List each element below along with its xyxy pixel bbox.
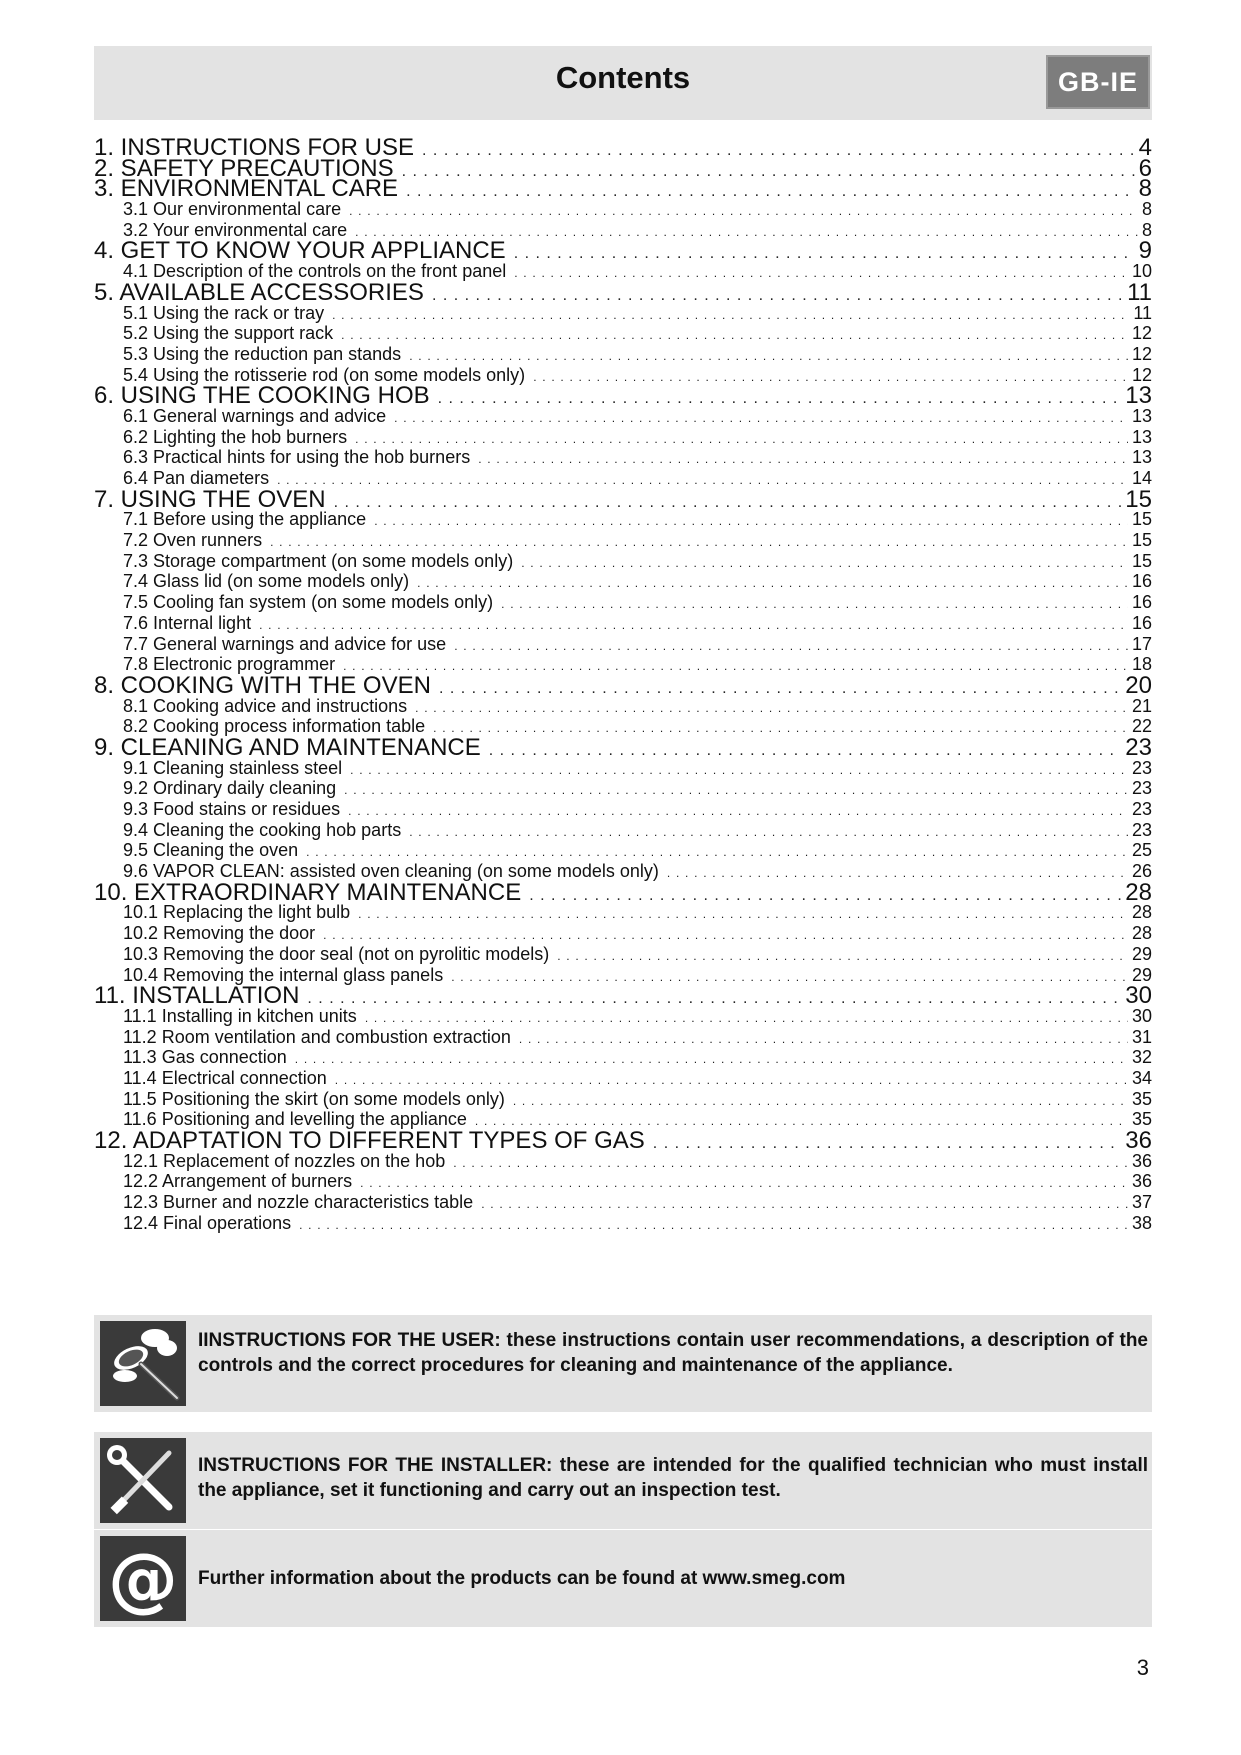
toc-entry-page: 36 <box>1131 1150 1152 1171</box>
toc-leader-dots <box>334 492 1122 510</box>
toc-entry-title: 3.2 Your environmental care <box>123 219 348 240</box>
toc-leader-dots <box>394 408 1128 427</box>
toc-entry-page: 18 <box>1131 654 1152 675</box>
toc-subsection[interactable] <box>94 613 1152 634</box>
toc-subsection[interactable] <box>94 551 1152 572</box>
toc-leader-dots <box>406 181 1135 199</box>
toc-entry-page: 31 <box>1131 1026 1152 1047</box>
toc-leader-dots <box>533 367 1128 386</box>
toc-entry-page: 8 <box>1141 219 1152 240</box>
toc-entry-title: 3. ENVIRONMENTAL CARE <box>94 178 399 200</box>
toc-leader-dots <box>365 1008 1128 1027</box>
toc-leader-dots <box>402 161 1135 179</box>
toc-leader-dots <box>355 222 1138 241</box>
toc-subsection[interactable] <box>94 1006 1152 1027</box>
toc-subsection[interactable] <box>94 406 1152 427</box>
toc-leader-dots <box>259 615 1128 634</box>
toc-entry-title: 12. ADAPTATION TO DIFFERENT TYPES OF GAS <box>94 1130 645 1151</box>
toc-entry-title: 9.5 Cleaning the oven <box>123 840 299 861</box>
toc-leader-dots <box>439 678 1121 696</box>
toc-subsection[interactable] <box>94 365 1152 386</box>
toc-entry-title: 2. SAFETY PRECAUTIONS <box>94 157 394 179</box>
toc-entry-title: 10. EXTRAORDINARY MAINTENANCE <box>94 881 522 903</box>
toc-subsection[interactable] <box>94 261 1152 282</box>
toc-entry-page: 4 <box>1138 137 1152 158</box>
toc-subsection[interactable] <box>94 1213 1152 1234</box>
toc-entry-page: 16 <box>1131 571 1152 592</box>
chef-spoon-icon <box>100 1321 186 1406</box>
toc-entry-title: 9.6 VAPOR CLEAN: assisted oven cleaning (on some models only) <box>123 861 659 882</box>
toc-entry-page: 23 <box>1131 757 1152 778</box>
toc-entry-title: 5.1 Using the rack or tray <box>123 302 325 323</box>
toc-entry-page: 23 <box>1125 736 1152 758</box>
toc-entry-title: 7.8 Electronic programmer <box>123 654 336 675</box>
toc-entry-page: 15 <box>1125 488 1152 510</box>
toc-entry-title: 7.7 General warnings and advice for use <box>123 633 447 654</box>
toc-entry-title: 11.4 Electrical connection <box>123 1067 327 1088</box>
toc-subsection[interactable] <box>94 799 1152 820</box>
toc-subsection[interactable] <box>94 902 1152 923</box>
toc-subsection[interactable] <box>94 571 1152 592</box>
toc-entry-title: 12.2 Arrangement of burners <box>123 1171 353 1192</box>
toc-leader-dots <box>557 946 1128 965</box>
toc-entry-page: 29 <box>1131 964 1152 985</box>
toc-entry-page: 13 <box>1131 426 1152 447</box>
toc-subsection[interactable] <box>94 427 1152 448</box>
toc-entry-title: 7.1 Before using the appliance <box>123 509 367 530</box>
toc-section[interactable] <box>94 985 1152 1006</box>
toc-subsection[interactable] <box>94 1151 1152 1172</box>
toc-subsection[interactable] <box>94 778 1152 799</box>
toc-entry-page: 17 <box>1131 633 1152 654</box>
toc-subsection[interactable] <box>94 323 1152 344</box>
toc-leader-dots <box>270 532 1128 551</box>
toc-entry-title: 7.6 Internal light <box>123 612 252 633</box>
web-info-box <box>94 1530 1152 1627</box>
web-info-text: Further information about the products can be found at www.smeg.com <box>198 1568 846 1589</box>
toc-entry-title: 11. INSTALLATION <box>94 985 300 1006</box>
toc-subsection[interactable] <box>94 634 1152 655</box>
toc-leader-dots <box>335 1070 1128 1089</box>
toc-subsection[interactable] <box>94 1068 1152 1089</box>
toc-entry-page: 23 <box>1131 799 1152 819</box>
toc-leader-dots <box>478 449 1128 468</box>
toc-subsection[interactable] <box>94 1109 1152 1130</box>
toc-entry-page: 28 <box>1125 881 1152 903</box>
toc-leader-dots <box>374 511 1128 530</box>
toc-entry-page: 11 <box>1133 302 1152 323</box>
toc-entry-page: 26 <box>1131 861 1152 882</box>
toc-entry-page: 15 <box>1131 509 1152 530</box>
toc-entry-title: 5. AVAILABLE ACCESSORIES <box>94 281 424 303</box>
toc-entry-page: 13 <box>1131 447 1152 468</box>
toc-subsection[interactable] <box>94 861 1152 882</box>
toc-leader-dots <box>299 1215 1128 1234</box>
toc-entry-page: 20 <box>1125 674 1152 696</box>
installer-instructions-box <box>94 1432 1152 1529</box>
toc-leader-dots <box>360 1173 1128 1192</box>
toc-entry-title: 12.1 Replacement of nozzles on the hob <box>123 1150 446 1171</box>
wrench-screwdriver-icon <box>100 1438 186 1523</box>
toc-leader-dots <box>277 470 1128 489</box>
toc-entry-page: 28 <box>1131 902 1152 923</box>
toc-entry-title: 5.4 Using the rotisserie rod (on some models only) <box>123 364 526 385</box>
toc-subsection[interactable] <box>94 509 1152 530</box>
toc-subsection[interactable] <box>94 840 1152 861</box>
toc-entry-title: 7.3 Storage compartment (on some models only) <box>123 550 514 571</box>
toc-entry-page: 10 <box>1131 261 1152 282</box>
toc-entry-page: 8 <box>1141 199 1152 220</box>
toc-subsection[interactable] <box>94 1192 1152 1213</box>
contents-header <box>94 46 1152 120</box>
toc-entry-title: 8. COOKING WITH THE OVEN <box>94 674 431 696</box>
toc-entry-page: 21 <box>1131 695 1152 716</box>
toc-leader-dots <box>350 760 1128 779</box>
toc-entry-title: 9. CLEANING AND MAINTENANCE <box>94 736 481 758</box>
toc-entry-title: 11.6 Positioning and levelling the appliance <box>123 1109 467 1130</box>
toc-subsection[interactable] <box>94 220 1152 241</box>
toc-leader-dots <box>341 325 1128 344</box>
toc-entry-title: 4.1 Description of the controls on the front panel <box>123 261 507 282</box>
toc-entry-title: 10.4 Removing the internal glass panels <box>123 964 444 985</box>
toc-leader-dots <box>475 1111 1128 1130</box>
toc-entry-title: 4. GET TO KNOW YOUR APPLIANCE <box>94 240 506 262</box>
toc-subsection[interactable] <box>94 820 1152 841</box>
toc-entry-page: 23 <box>1131 778 1152 799</box>
toc-section[interactable] <box>94 240 1152 261</box>
toc-leader-dots <box>307 988 1121 1006</box>
toc-entry-title: 11.1 Installing in kitchen units <box>123 1005 357 1026</box>
toc-subsection[interactable] <box>94 923 1152 944</box>
toc-entry-title: 5.2 Using the support rack <box>123 323 334 344</box>
toc-subsection[interactable] <box>94 1047 1152 1068</box>
toc-entry-page: 28 <box>1131 923 1152 944</box>
toc-entry-page: 13 <box>1131 405 1152 426</box>
toc-entry-title: 9.3 Food stains or residues <box>123 799 341 819</box>
toc-entry-page: 11 <box>1127 281 1152 303</box>
toc-section[interactable] <box>94 158 1152 179</box>
toc-entry-page: 16 <box>1131 592 1152 613</box>
toc-subsection[interactable] <box>94 696 1152 717</box>
toc-leader-dots <box>323 925 1128 944</box>
toc-subsection[interactable] <box>94 303 1152 324</box>
toc-subsection[interactable] <box>94 654 1152 675</box>
at-sign-icon: @ <box>100 1536 186 1621</box>
toc-entry-title: 10.3 Removing the door seal (not on pyrolitic models) <box>123 943 550 964</box>
toc-leader-dots <box>513 1091 1128 1110</box>
toc-leader-dots <box>355 429 1128 448</box>
toc-section[interactable] <box>94 137 1152 158</box>
toc-entry-title: 8.1 Cooking advice and instructions <box>123 695 408 716</box>
toc-entry-title: 9.2 Ordinary daily cleaning <box>123 778 337 799</box>
toc-leader-dots <box>489 740 1122 758</box>
toc-entry-page: 36 <box>1125 1130 1152 1151</box>
toc-leader-dots <box>514 263 1128 282</box>
toc-section[interactable] <box>94 1130 1152 1151</box>
toc-entry-title: 7.2 Oven runners <box>123 530 263 551</box>
toc-leader-dots <box>409 822 1128 841</box>
toc-entry-title: 6.1 General warnings and advice <box>123 405 387 426</box>
toc-section[interactable] <box>94 282 1152 303</box>
toc-entry-page: 12 <box>1131 323 1152 344</box>
toc-leader-dots <box>653 1133 1122 1151</box>
toc-leader-dots <box>667 863 1128 882</box>
toc-section[interactable] <box>94 675 1152 696</box>
toc-entry-title: 11.2 Room ventilation and combustion extraction <box>123 1026 511 1047</box>
toc-entry-title: 10.2 Removing the door <box>123 923 316 944</box>
toc-leader-dots <box>295 1049 1128 1068</box>
toc-entry-page: 13 <box>1125 385 1152 406</box>
toc-entry-page: 25 <box>1131 840 1152 861</box>
language-badge: GB-IE <box>1046 55 1150 109</box>
toc-entry-page: 14 <box>1131 468 1152 488</box>
toc-entry-title: 7.5 Cooling fan system (on some models only) <box>123 592 494 613</box>
toc-subsection[interactable] <box>94 1089 1152 1110</box>
toc-entry-title: 8.2 Cooking process information table <box>123 716 426 737</box>
toc-entry-page: 30 <box>1131 1005 1152 1026</box>
toc-entry-page: 30 <box>1125 985 1152 1006</box>
page-number: 3 <box>1136 1655 1149 1680</box>
toc-entry-page: 16 <box>1131 612 1152 633</box>
toc-leader-dots <box>415 698 1128 717</box>
toc-subsection[interactable] <box>94 758 1152 779</box>
page-title: Contents <box>555 60 691 95</box>
toc-section[interactable] <box>94 178 1152 199</box>
toc-subsection[interactable] <box>94 944 1152 965</box>
toc-subsection[interactable] <box>94 1027 1152 1048</box>
toc-section[interactable] <box>94 385 1152 406</box>
toc-entry-page: 38 <box>1131 1212 1152 1233</box>
toc-leader-dots <box>451 967 1128 986</box>
toc-leader-dots <box>332 305 1129 324</box>
toc-leader-dots <box>501 594 1128 613</box>
toc-subsection[interactable] <box>94 344 1152 365</box>
toc-leader-dots <box>306 842 1128 861</box>
toc-subsection[interactable] <box>94 716 1152 737</box>
user-instructions-box <box>94 1315 1152 1412</box>
toc-entry-title: 11.3 Gas connection <box>123 1047 287 1068</box>
installer-instructions-text: INSTRUCTIONS FOR THE INSTALLER: these are intended for the qualified technician who must install the appliance, set it functioning and carry out an inspection test. <box>198 1455 1148 1501</box>
toc-entry-page: 23 <box>1131 819 1152 840</box>
toc-leader-dots <box>453 1153 1128 1172</box>
toc-entry-page: 15 <box>1131 550 1152 571</box>
toc-entry-title: 6.4 Pan diameters <box>123 468 270 488</box>
toc-leader-dots <box>358 904 1128 923</box>
toc-leader-dots <box>433 718 1128 737</box>
toc-entry-page: 12 <box>1131 343 1152 364</box>
toc-entry-page: 35 <box>1131 1088 1152 1109</box>
toc-leader-dots <box>519 1029 1128 1048</box>
toc-entry-page: 9 <box>1138 240 1152 262</box>
toc-entry-title: 3.1 Our environmental care <box>123 199 342 220</box>
toc-subsection[interactable] <box>94 965 1152 986</box>
toc-entry-page: 32 <box>1131 1047 1152 1068</box>
toc-entry-page: 35 <box>1131 1109 1152 1130</box>
toc-leader-dots <box>481 1194 1128 1213</box>
toc-subsection[interactable] <box>94 530 1152 551</box>
toc-entry-title: 6.2 Lighting the hob burners <box>123 426 348 447</box>
toc-section[interactable] <box>94 737 1152 758</box>
toc-leader-dots <box>348 801 1128 820</box>
toc-entry-page: 6 <box>1138 157 1152 179</box>
toc-entry-page: 12 <box>1131 364 1152 385</box>
toc-entry-title: 11.5 Positioning the skirt (on some models only) <box>123 1088 505 1109</box>
toc-section[interactable] <box>94 489 1152 510</box>
toc-leader-dots <box>417 573 1128 592</box>
toc-subsection[interactable] <box>94 468 1152 489</box>
toc-leader-dots <box>432 285 1123 303</box>
toc-subsection[interactable] <box>94 447 1152 468</box>
toc-entry-page: 29 <box>1131 943 1152 964</box>
toc-entry-title: 6.3 Practical hints for using the hob burners <box>123 447 471 468</box>
toc-leader-dots <box>438 388 1122 406</box>
toc-entry-title: 9.1 Cleaning stainless steel <box>123 757 343 778</box>
toc-entry-title: 12.4 Final operations <box>123 1212 292 1233</box>
user-instructions-text: IINSTRUCTIONS FOR THE USER: these instructions contain user recommendations, a description of the controls and the correct procedures for cleaning and maintenance of the appliance. <box>198 1330 1148 1376</box>
toc-leader-dots <box>529 885 1121 903</box>
toc-entry-title: 5.3 Using the reduction pan stands <box>123 343 402 364</box>
toc-entry-page: 8 <box>1138 178 1152 200</box>
toc-leader-dots <box>349 201 1138 220</box>
toc-entry-title: 10.1 Replacing the light bulb <box>123 902 351 923</box>
toc-leader-dots <box>344 780 1128 799</box>
toc-entry-title: 9.4 Cleaning the cooking hob parts <box>123 819 402 840</box>
toc-entry-page: 34 <box>1131 1067 1152 1088</box>
toc-entry-title: 6. USING THE COOKING HOB <box>94 385 430 406</box>
toc-entry-title: 12.3 Burner and nozzle characteristics table <box>123 1192 474 1213</box>
toc-entry-title: 1. INSTRUCTIONS FOR USE <box>94 137 415 158</box>
toc-leader-dots <box>422 140 1135 158</box>
toc-leader-dots <box>514 243 1135 261</box>
toc-leader-dots <box>409 346 1128 365</box>
toc-leader-dots <box>343 656 1128 675</box>
toc-subsection[interactable] <box>94 1171 1152 1192</box>
toc-entry-title: 7. USING THE OVEN <box>94 488 326 510</box>
toc-leader-dots <box>454 636 1128 655</box>
toc-entry-page: 37 <box>1131 1192 1152 1213</box>
toc-entry-page: 15 <box>1131 530 1152 551</box>
toc-leader-dots <box>521 553 1128 572</box>
toc-subsection[interactable] <box>94 199 1152 220</box>
toc-entry-title: 7.4 Glass lid (on some models only) <box>123 571 410 592</box>
table-of-contents <box>94 137 1152 1233</box>
toc-section[interactable] <box>94 882 1152 903</box>
toc-subsection[interactable] <box>94 592 1152 613</box>
toc-entry-page: 36 <box>1131 1171 1152 1192</box>
toc-entry-page: 22 <box>1131 716 1152 737</box>
